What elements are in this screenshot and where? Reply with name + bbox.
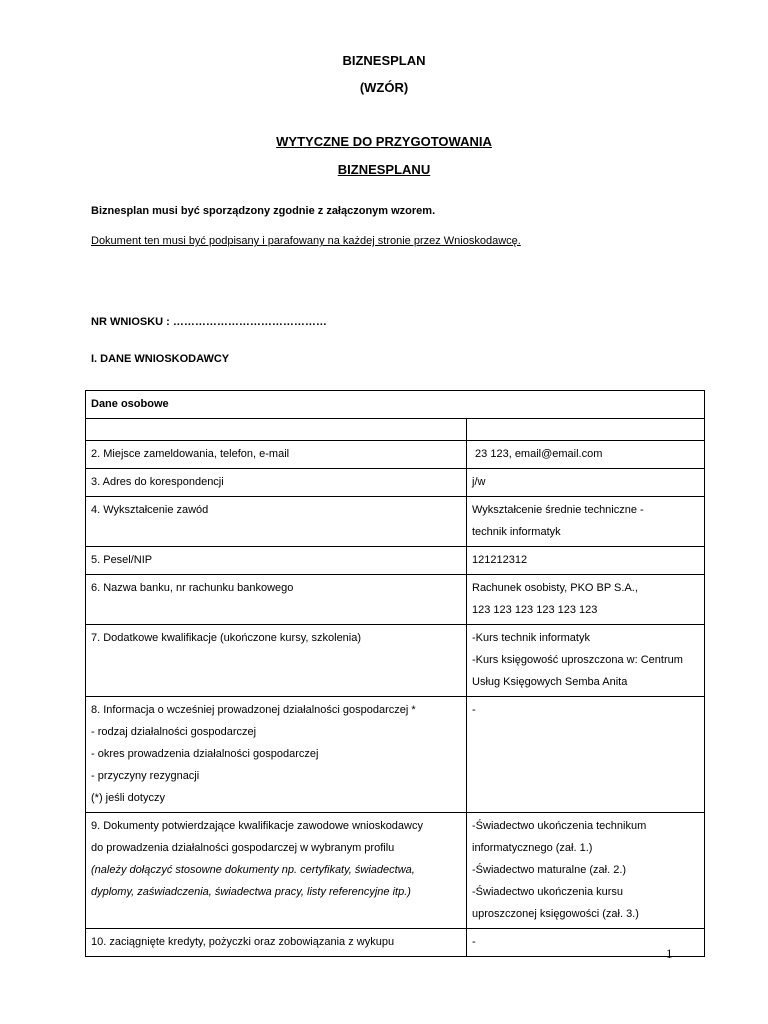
- row9-value-line4: -Świadectwo ukończenia kursu: [472, 886, 624, 898]
- row1-value: [467, 419, 705, 441]
- row8-label-line4: - przyczyny rezygnacji: [91, 770, 200, 782]
- row4-label: 4. Wykształcenie zawód: [86, 497, 467, 547]
- row5-label: 5. Pesel/NIP: [86, 547, 467, 575]
- table-row: [86, 497, 705, 547]
- table-row: [86, 697, 705, 813]
- row9-value: [467, 813, 705, 929]
- page-number: 1: [666, 946, 673, 961]
- row9-label-line2: do prowadzenia działalności gospodarczej w wybranym profilu: [91, 842, 395, 854]
- table-row: [86, 575, 705, 625]
- row10-label: 10. zaciągnięte kredyty, pożyczki oraz zobowiązania z wykupu: [86, 929, 467, 957]
- row7-value-line1: -Kurs technik informatyk: [472, 632, 590, 644]
- row9-value-line2: informatycznego (zał. 1.): [472, 842, 593, 854]
- row7-value-line2: -Kurs księgowość uproszczona w: Centrum: [472, 654, 683, 666]
- guidelines-heading-line1: WYTYCZNE DO PRZYGOTOWANIA: [276, 134, 492, 149]
- table-header-row: [86, 391, 705, 419]
- row10-value: -: [467, 929, 705, 957]
- row2-label: 2. Miejsce zameldowania, telefon, e-mail: [86, 441, 467, 469]
- row9-value-line1: -Świadectwo ukończenia technikum: [472, 820, 647, 832]
- row1-label: [86, 419, 467, 441]
- row9-value-line3: -Świadectwo maturalne (zał. 2.): [472, 864, 627, 876]
- table-row: [86, 441, 705, 469]
- intro-paragraph-1: Biznesplan musi być sporządzony zgodnie z załączonym wzorem.: [91, 205, 436, 217]
- row8-label-line5: (*) jeśli dotyczy: [91, 792, 165, 804]
- row7-value-line3: Usług Księgowych Semba Anita: [472, 676, 628, 688]
- guidelines-heading-line2: BIZNESPLANU: [337, 162, 431, 177]
- row6-value-line2: 123 123 123 123 123 123: [472, 604, 598, 616]
- row3-label: 3. Adres do korespondencji: [86, 469, 467, 497]
- row7-value: [467, 625, 705, 697]
- row8-label: [86, 697, 467, 813]
- document-subtitle: (WZÓR): [359, 80, 409, 95]
- application-number: NR WNIOSKU : ……………………………………: [91, 316, 327, 328]
- table-header: Dane osobowe: [86, 391, 705, 419]
- row6-label: 6. Nazwa banku, nr rachunku bankowego: [86, 575, 467, 625]
- row4-value: [467, 497, 705, 547]
- row4-value-line1: Wykształcenie średnie techniczne -: [472, 504, 644, 516]
- row6-value-line1: Rachunek osobisty, PKO BP S.A.,: [472, 582, 638, 594]
- row8-label-line2: - rodzaj działalności gospodarczej: [91, 726, 257, 738]
- table-row: [86, 469, 705, 497]
- applicant-data-table: [85, 390, 705, 957]
- row5-value: 121212312: [467, 547, 705, 575]
- table-row: [86, 547, 705, 575]
- document-title: BIZNESPLAN: [342, 53, 426, 68]
- row9-value-line5: uproszczonej księgowości (zał. 3.): [472, 908, 639, 920]
- row8-label-line3: - okres prowadzenia działalności gospodarczej: [91, 748, 319, 760]
- row7-label: 7. Dodatkowe kwalifikacje (ukończone kursy, szkolenia): [86, 625, 467, 697]
- row9-label: [86, 813, 467, 929]
- row9-label-line3: (należy dołączyć stosowne dokumenty np. certyfikaty, świadectwa,: [91, 864, 415, 876]
- row3-value: j/w: [467, 469, 705, 497]
- intro-paragraph-2: Dokument ten musi być podpisany i parafowany na każdej stronie przez Wnioskodawcę.: [91, 235, 521, 247]
- row6-value: [467, 575, 705, 625]
- table-row: [86, 625, 705, 697]
- table-row: [86, 929, 705, 957]
- row9-label-line1: 9. Dokumenty potwierdzające kwalifikacje zawodowe wnioskodawcy: [91, 820, 423, 832]
- table-row: [86, 813, 705, 929]
- row8-value: -: [467, 697, 705, 813]
- row4-value-line2: technik informatyk: [472, 526, 561, 538]
- row8-label-line1: 8. Informacja o wcześniej prowadzonej działalności gospodarczej *: [91, 704, 416, 716]
- section-title: I. DANE WNIOSKODAWCY: [91, 353, 230, 365]
- row9-label-line4: dyplomy, zaświadczenia, świadectwa pracy, listy referencyjne itp.): [91, 886, 411, 898]
- table-row: [86, 419, 705, 441]
- row2-value: 23 123, email@email.com: [467, 441, 705, 469]
